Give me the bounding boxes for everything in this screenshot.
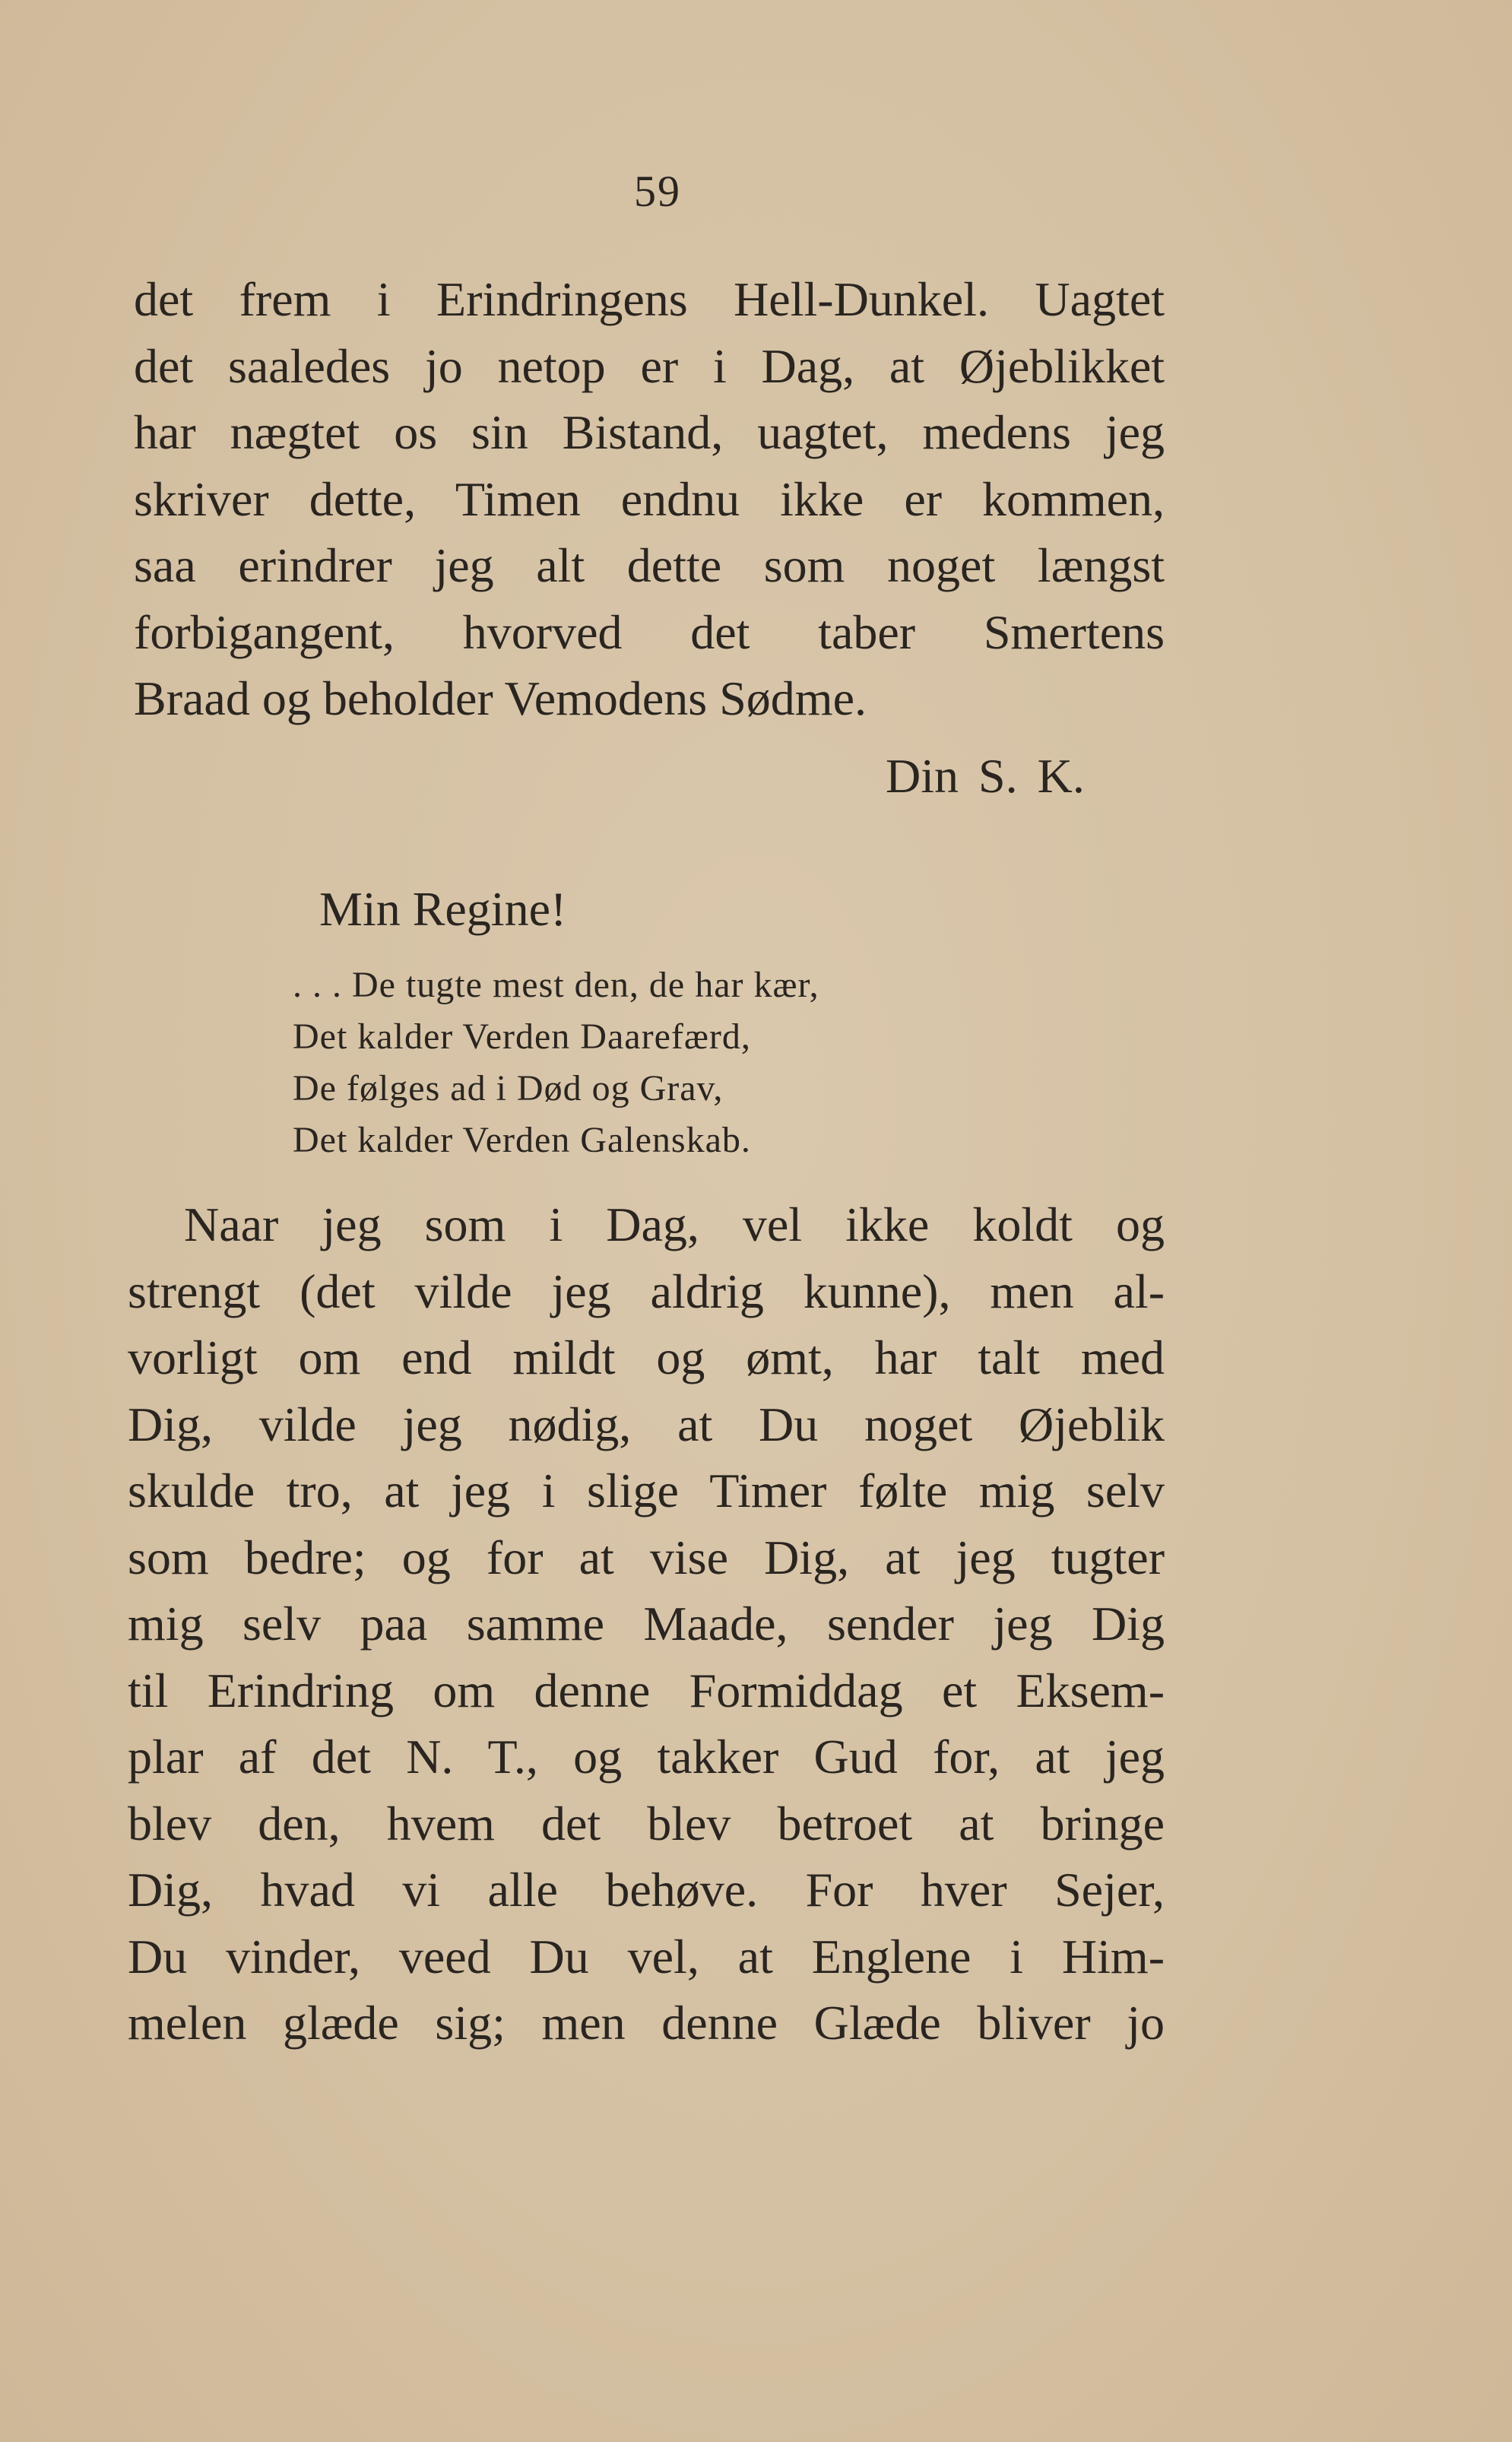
text-line: Naar jeg som i Dag, vel ikke koldt og — [184, 1197, 1165, 1251]
verse-quote — [293, 959, 819, 1166]
text-line: plar af det N. T., og takker Gud for, at jeg — [128, 1730, 1165, 1784]
text-line: strengt (det vilde jeg aldrig kunne), men al- — [128, 1264, 1165, 1318]
text-line: til Erindring om denne Formiddag et Eksem- — [128, 1663, 1165, 1717]
text-line: det saaledes jo netop er i Dag, at Øjeblikket — [134, 338, 1165, 393]
text-line: som bedre; og for at vise Dig, at jeg tugter — [128, 1530, 1165, 1584]
text-line: Braad og beholder Vemodens Sødme. — [134, 671, 867, 725]
verse-line: . . . De tugte mest den, de har kær, — [293, 965, 819, 1005]
text-line: melen glæde sig; men denne Glæde bliver jo — [128, 1996, 1165, 2050]
text-line: skriver dette, Timen endnu ikke er kommen, — [134, 471, 1165, 526]
text-line: det frem i Erindringens Hell-Dunkel. Uagtet — [134, 272, 1165, 326]
page-number: 59 — [634, 166, 681, 216]
salutation: Min Regine! — [319, 882, 567, 936]
text-line: skulde tro, at jeg i slige Timer følte mig selv — [128, 1464, 1165, 1518]
paragraph-1 — [134, 266, 1165, 732]
text-line: har nægtet os sin Bistand, uagtet, medens jeg — [134, 405, 1165, 459]
text-line: forbigangent, hvorved det taber Smertens — [134, 604, 1165, 659]
verse-line: Det kalder Verden Galenskab. — [293, 1120, 751, 1160]
text-line: vorligt om end mildt og ømt, har talt med — [128, 1330, 1165, 1384]
text-line: Du vinder, veed Du vel, at Englene i Him- — [128, 1929, 1165, 1984]
paragraph-2 — [128, 1191, 1165, 2057]
text-line: Dig, hvad vi alle behøve. For hver Sejer, — [128, 1863, 1165, 1917]
text-line: saa erindrer jeg alt dette som noget længst — [134, 538, 1165, 592]
signature: Din S. K. — [886, 749, 1085, 803]
verse-line: Det kalder Verden Daarefærd, — [293, 1016, 751, 1057]
verse-line: De følges ad i Død og Grav, — [293, 1068, 724, 1108]
text-line: blev den, hvem det blev betroet at bringe — [128, 1796, 1165, 1851]
text-line: mig selv paa samme Maade, sender jeg Dig — [128, 1597, 1165, 1651]
text-line: Dig, vilde jeg nødig, at Du noget Øjeblik — [128, 1397, 1165, 1451]
